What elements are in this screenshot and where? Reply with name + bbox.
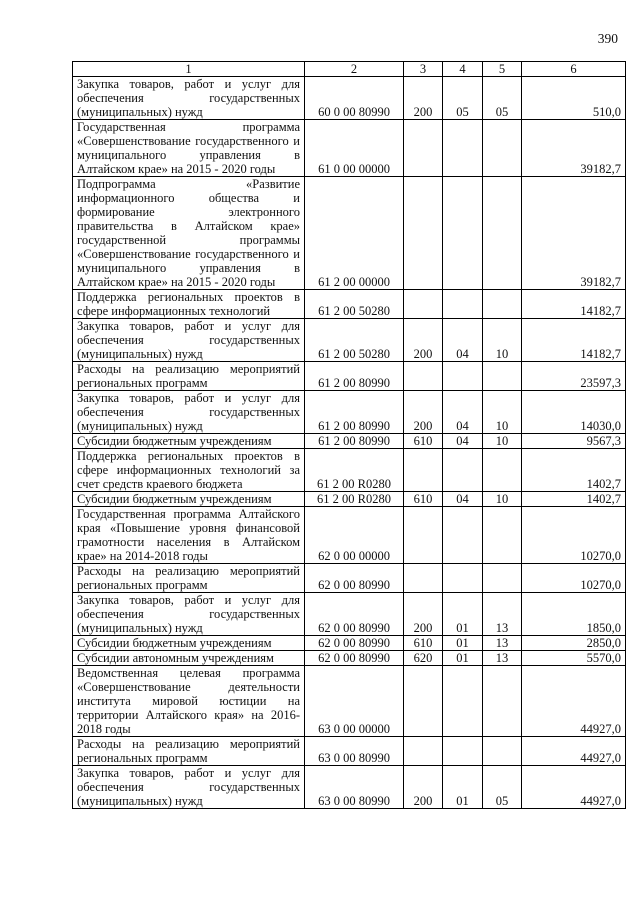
row-sum-cell: 44927,0 — [522, 666, 626, 737]
row-sum-cell: 510,0 — [522, 77, 626, 120]
table-row — [73, 766, 626, 809]
table-row — [73, 434, 626, 449]
row-sum-cell: 39182,7 — [522, 120, 626, 177]
row-pr-cell — [483, 666, 522, 737]
row-sum-cell: 1402,7 — [522, 492, 626, 507]
row-pr-cell: 05 — [483, 766, 522, 809]
row-sum-cell: 39182,7 — [522, 177, 626, 290]
column-header: 5 — [483, 62, 522, 77]
row-rz-cell: 04 — [443, 434, 483, 449]
row-code-cell: 61 2 00 50280 — [305, 319, 404, 362]
row-code-cell: 63 0 00 00000 — [305, 666, 404, 737]
table-row — [73, 120, 626, 177]
row-vr-cell: 200 — [404, 391, 443, 434]
row-vr-cell — [404, 449, 443, 492]
table-row — [73, 636, 626, 651]
row-code-cell: 61 2 00 50280 — [305, 290, 404, 319]
row-vr-cell: 200 — [404, 77, 443, 120]
row-name-cell: Расходы на реализацию мероприятий региональных программ — [73, 564, 305, 593]
row-rz-cell: 04 — [443, 492, 483, 507]
row-vr-cell — [404, 290, 443, 319]
row-pr-cell: 10 — [483, 319, 522, 362]
column-header: 2 — [305, 62, 404, 77]
row-name-cell: Субсидии автономным учреждениям — [73, 651, 305, 666]
row-vr-cell: 610 — [404, 492, 443, 507]
row-rz-cell — [443, 120, 483, 177]
row-code-cell: 61 0 00 00000 — [305, 120, 404, 177]
row-name-cell: Субсидии бюджетным учреждениям — [73, 636, 305, 651]
row-pr-cell: 13 — [483, 593, 522, 636]
row-sum-cell: 14030,0 — [522, 391, 626, 434]
table-row — [73, 290, 626, 319]
row-sum-cell: 14182,7 — [522, 290, 626, 319]
row-vr-cell: 610 — [404, 636, 443, 651]
row-code-cell: 62 0 00 80990 — [305, 651, 404, 666]
row-pr-cell: 13 — [483, 651, 522, 666]
row-vr-cell: 200 — [404, 319, 443, 362]
row-name-cell: Государственная программа Алтайского края «Повышение уровня финансовой грамотности населения в Алтайском крае» на 2014-2018 годы — [73, 507, 305, 564]
row-rz-cell — [443, 737, 483, 766]
row-pr-cell — [483, 290, 522, 319]
table-row — [73, 362, 626, 391]
row-pr-cell — [483, 120, 522, 177]
table-row — [73, 666, 626, 737]
row-rz-cell: 01 — [443, 593, 483, 636]
row-rz-cell: 01 — [443, 651, 483, 666]
row-rz-cell — [443, 362, 483, 391]
table-row — [73, 319, 626, 362]
row-pr-cell: 13 — [483, 636, 522, 651]
row-vr-cell — [404, 737, 443, 766]
row-vr-cell: 200 — [404, 593, 443, 636]
row-name-cell: Субсидии бюджетным учреждениям — [73, 434, 305, 449]
row-code-cell: 61 2 00 80990 — [305, 362, 404, 391]
row-name-cell: Подпрограмма «Развитие информационного общества и формирование электронного правительства в Алтайском крае» государственной программы «Совершенствование государственного и муниципального управления в Алтайском крае» на 2015 - 2020 годы — [73, 177, 305, 290]
row-sum-cell: 14182,7 — [522, 319, 626, 362]
table-row — [73, 651, 626, 666]
row-name-cell: Закупка товаров, работ и услуг для обеспечения государственных (муниципальных) нужд — [73, 593, 305, 636]
row-rz-cell — [443, 177, 483, 290]
row-sum-cell: 44927,0 — [522, 737, 626, 766]
row-vr-cell — [404, 362, 443, 391]
row-vr-cell — [404, 507, 443, 564]
row-name-cell: Ведомственная целевая программа «Совершенствование деятельности института мировой юстиции на территории Алтайского края» на 2016-2018 годы — [73, 666, 305, 737]
row-name-cell: Закупка товаров, работ и услуг для обеспечения государственных (муниципальных) нужд — [73, 319, 305, 362]
row-vr-cell: 620 — [404, 651, 443, 666]
row-rz-cell: 01 — [443, 766, 483, 809]
row-code-cell: 62 0 00 80990 — [305, 593, 404, 636]
row-pr-cell: 10 — [483, 434, 522, 449]
table-row — [73, 77, 626, 120]
row-name-cell: Поддержка региональных проектов в сфере информационных технологий за счет средств краевого бюджета — [73, 449, 305, 492]
row-sum-cell: 1850,0 — [522, 593, 626, 636]
row-name-cell: Закупка товаров, работ и услуг для обеспечения государственных (муниципальных) нужд — [73, 77, 305, 120]
row-sum-cell: 10270,0 — [522, 564, 626, 593]
row-code-cell: 61 2 00 80990 — [305, 434, 404, 449]
row-name-cell: Расходы на реализацию мероприятий региональных программ — [73, 362, 305, 391]
row-sum-cell: 44927,0 — [522, 766, 626, 809]
row-vr-cell: 610 — [404, 434, 443, 449]
column-header: 1 — [73, 62, 305, 77]
row-sum-cell: 2850,0 — [522, 636, 626, 651]
row-rz-cell: 01 — [443, 636, 483, 651]
row-code-cell: 62 0 00 80990 — [305, 564, 404, 593]
row-pr-cell — [483, 737, 522, 766]
column-header: 6 — [522, 62, 626, 77]
row-pr-cell: 10 — [483, 391, 522, 434]
row-code-cell: 62 0 00 80990 — [305, 636, 404, 651]
row-pr-cell — [483, 449, 522, 492]
row-name-cell: Государственная программа «Совершенствование государственного и муниципального управления в Алтайском крае» на 2015 - 2020 годы — [73, 120, 305, 177]
table-row — [73, 507, 626, 564]
row-name-cell: Расходы на реализацию мероприятий региональных программ — [73, 737, 305, 766]
row-rz-cell: 05 — [443, 77, 483, 120]
row-pr-cell — [483, 362, 522, 391]
row-pr-cell — [483, 177, 522, 290]
row-rz-cell: 04 — [443, 319, 483, 362]
row-pr-cell — [483, 564, 522, 593]
row-sum-cell: 1402,7 — [522, 449, 626, 492]
row-code-cell: 61 2 00 R0280 — [305, 449, 404, 492]
row-pr-cell: 05 — [483, 77, 522, 120]
page-number: 390 — [597, 31, 618, 46]
column-header: 4 — [443, 62, 483, 77]
table-row — [73, 737, 626, 766]
row-rz-cell — [443, 449, 483, 492]
row-code-cell: 61 2 00 R0280 — [305, 492, 404, 507]
row-rz-cell — [443, 507, 483, 564]
row-code-cell: 61 2 00 80990 — [305, 391, 404, 434]
row-code-cell: 63 0 00 80990 — [305, 766, 404, 809]
row-name-cell: Поддержка региональных проектов в сфере информационных технологий — [73, 290, 305, 319]
table-row — [73, 593, 626, 636]
budget-table — [72, 61, 626, 809]
row-vr-cell — [404, 177, 443, 290]
table-header-row — [73, 62, 626, 77]
row-vr-cell: 200 — [404, 766, 443, 809]
row-code-cell: 61 2 00 00000 — [305, 177, 404, 290]
row-name-cell: Закупка товаров, работ и услуг для обеспечения государственных (муниципальных) нужд — [73, 766, 305, 809]
row-rz-cell — [443, 564, 483, 593]
row-code-cell: 62 0 00 00000 — [305, 507, 404, 564]
row-rz-cell — [443, 290, 483, 319]
row-name-cell: Субсидии бюджетным учреждениям — [73, 492, 305, 507]
table-row — [73, 177, 626, 290]
table-row — [73, 391, 626, 434]
row-vr-cell — [404, 120, 443, 177]
table-row — [73, 492, 626, 507]
row-sum-cell: 23597,3 — [522, 362, 626, 391]
table-row — [73, 449, 626, 492]
row-vr-cell — [404, 666, 443, 737]
table-row — [73, 564, 626, 593]
row-code-cell: 63 0 00 80990 — [305, 737, 404, 766]
row-sum-cell: 5570,0 — [522, 651, 626, 666]
row-code-cell: 60 0 00 80990 — [305, 77, 404, 120]
row-name-cell: Закупка товаров, работ и услуг для обеспечения государственных (муниципальных) нужд — [73, 391, 305, 434]
row-pr-cell — [483, 507, 522, 564]
row-rz-cell: 04 — [443, 391, 483, 434]
row-vr-cell — [404, 564, 443, 593]
row-sum-cell: 9567,3 — [522, 434, 626, 449]
row-sum-cell: 10270,0 — [522, 507, 626, 564]
row-pr-cell: 10 — [483, 492, 522, 507]
column-header: 3 — [404, 62, 443, 77]
row-rz-cell — [443, 666, 483, 737]
